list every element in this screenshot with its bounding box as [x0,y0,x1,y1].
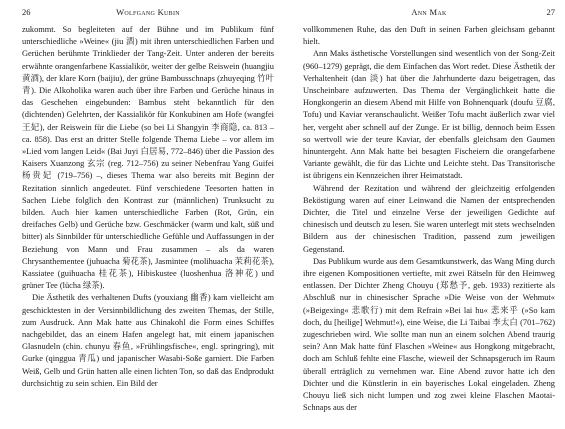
left-paragraph-1: zukommt. So begleiteten auf der Bühne und im Publikum fünf unterschiedliche »Weine« (jiu 酒) mit ihren unterschiedlichen Farben und Gerüchen berühmte Trinklieder der Tang-Zeit. Unter anderen der bereits erwähnte orangenfarbene Kassialikör, weiter der gelbe Reiswein (huangjiu 黄酒), der klare Korn (baijiu), der grüne Bambusschnaps (zhuyeqing 竹叶青). Die Alkoholika waren auch über ihre Farben und Gerüche hinaus in das Geschehen eingebunden: Bambus steht bekanntlich für den (dichtenden) Gelehrten, der Kassialikör für Konkubinen am Hofe (wangfei 王妃), der Reiswein für die Liebe (so bei Li Shangyin 李商隐, ca. 813 – ca. 858). Das erst an dritter Stelle folgende Thema Liebe – vor allem im »Lied vom langen Leid« (Bai Juyi 白居易, 772–846) über die Passion des Kaisers Xuanzong 玄宗 (reg. 712–756) zu seiner Nebenfrau Yang Guifei 杨贵妃 (719–756) –, dieses Thema war also bereits mit Beginn der Rezitation sinnlich angedeutet. Fünf verschiedene Teesorten hatten in Sachen Liebe folglich den Kontrast zur (männlichen) Trunksucht zu bilden. Auch hier kamen unterschiedliche Farben (Rot, Grün, ein dreifaches Gelb) und Gerüche bzw. Geschmäcker (warm und kalt, süß und bitter) als Sinnbilder für unterschiedliche Gefühle und Auffassungen in der Beziehung von Mann und Frau zusammen – als da waren Chrysanthementee (juhuacha 菊花茶), Jasmintee (molihuacha 茉莉花茶), Kassiatee (guihuacha 桂花茶), Hibiskustee (luoshenhua 洛神花) und grüner Tee (lücha 绿茶). [22,25,274,291]
right-paragraph-1: vollkommenen Ruhe, das den Duft in seinen Farben gleichsam gebannt hielt. [303,25,555,47]
right-running-head [303,6,555,18]
right-page-number: 27 [546,7,555,17]
left-running-title: Wolfgang Kubin [116,7,180,17]
left-page-number: 26 [22,7,31,17]
right-body-text [303,24,555,415]
right-paragraph-4: Das Publikum wurde aus dem Gesamtkunstwerk, das Wang Ming durch ihre eigenen Kompositionen vertiefte, mit zwei Rätseln für den Heimweg entlassen. Der Dichter Zheng Chouyu (郑愁予, geb. 1933) rezitierte als Abschluß nur in chinesischer Sprache »Die Weise von der Wehmut« (»Beigexing« 悲歌行) mit dem Refrain »Bei lai hu« 悲来乎 (»So kam doch, du [heilige] Wehmut!«), eine Weise, die Li Taibai 李太白 (701–762) zugeschrieben wird. Wie sollte man nun an einem solchen Abend traurig sein? Ann Mak hatte fünf Flaschen »Weine« aus Hongkong mitgebracht, doch am Schluß fehlte eine Flasche, wieweil der Schnapsgeruch im Raum überall erträglich zu vernehmen war. Eine Abend zuvor hatte ich den Dichter und die Künstlerin in ein bayerisches Lokal eingeladen. Zheng Chouyu ließ sich nicht lumpen und zog zwei kleine Flaschen Maotai-Schnaps aus der [303,256,555,413]
right-paragraph-3: Während der Rezitation und während der gleichzeitig erfolgenden Beköstigung waren auf einer Leinwand die Namen der entsprechenden Dichter, die Titel und einzelne Verse der jeweiligen Gedichte auf chinesisch und deutsch zu lesen. Sie waren unterlegt mit stets wechselnden Bildern aus der chinesischen Tradition, passend zum jeweiligen Gegenstand. [303,183,555,254]
left-paragraph-2: Die Ästhetik des verhaltenen Dufts (youxiang 幽香) kam vielleicht am geschicktesten in der Versinnbildlichung des zweiten Themas, der Stille, zum Ausdruck. Ann Mak hatte aus Chinakohl die Form eines Schiffes nachgebildet, das an einem Hafen angelegt hat, mit einem japanischen Glasnudeln (chin. chunyu 春鱼, »Frühlingsfische«, engl. springring), mit Gurke (qinggua 青瓜) und japanischer Wasabi-Soße garniert. Die Farben Weiß, Gelb und Grün hatten alle einen lichten Ton, so daß das Endprodukt durchsichtig zu sein schien. Ein Bild der [22,293,274,388]
left-body-text [22,24,274,390]
left-page [22,0,274,429]
left-running-head [22,6,274,18]
right-page [303,0,555,429]
right-running-title: Ann Mak [411,7,447,17]
right-paragraph-2: Ann Maks ästhetische Vorstellungen sind wesentlich von der Song-Zeit (960–1279) geprägt, die dem Einfachen das Wort redet. Diese Ästhetik der Verhaltenheit (dan 淡) hat über die Jahrhunderte dazu beigetragen, das Unscheinbare aufzuwerten. Das Thema der Vergänglichkeit hatte die Hongkongerin an diesem Abend mit Hilfe von Bohnenquark (doufu 豆腐, Tofu) und Kaviar veranschaulicht. Weißer Tofu macht äußerlich zwar viel her, vergeht aber schnell auf der Zunge. Er ist billig, dennoch beim Essen so wertvoll wie der teure Kaviar, der ebenfalls gleichsam den Gaumen hinuntergeht. Ann Mak hatte bei besagten Fischeiern die orangefarbene Variante gewählt, die für das Lichte und Leichte steht. Das Transitorische ist übrigens ein Kennzeichen ihrer Heimatstadt. [303,49,555,181]
